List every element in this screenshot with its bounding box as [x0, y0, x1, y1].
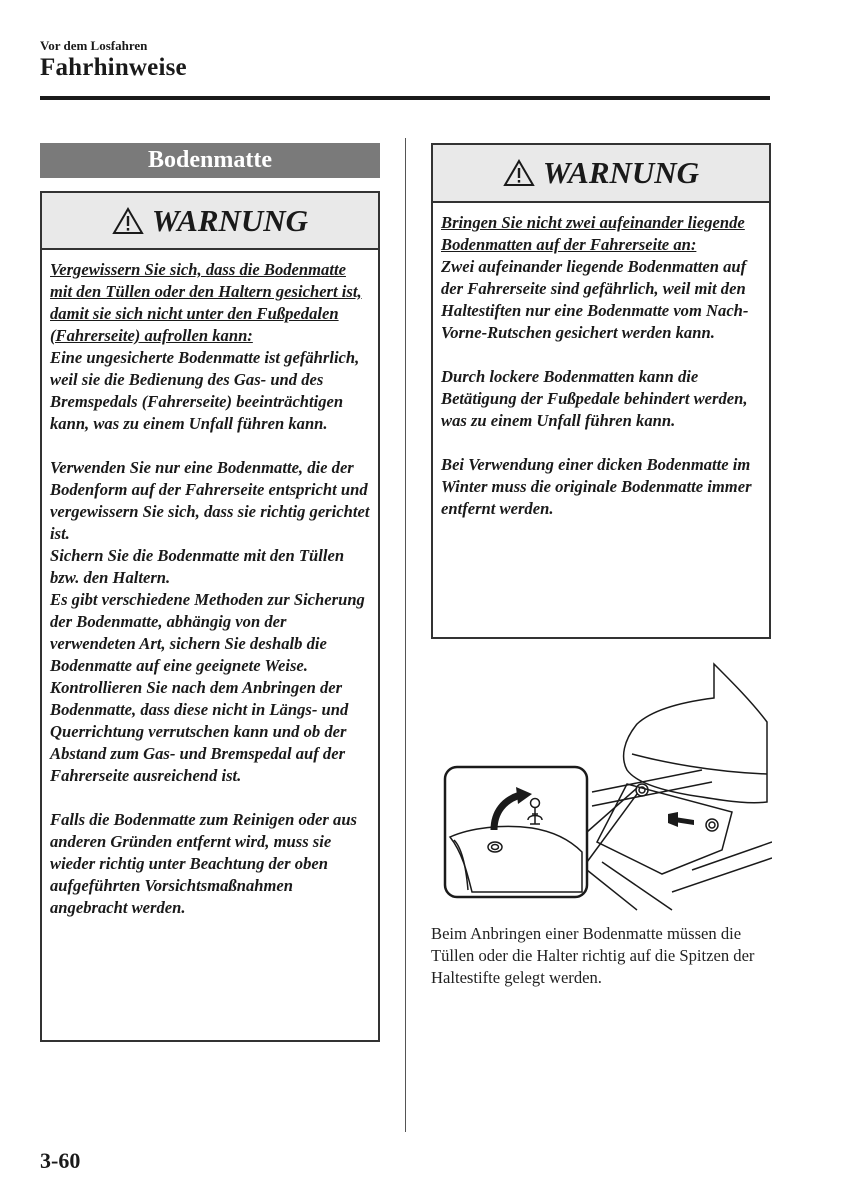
warning-text: Es gibt verschiedene Methoden zur Sicherung der Bodenmatte, abhängig von der verwendeten Art, sichern Sie deshalb die Bodenmatte auf eine geeignete Weise. — [50, 590, 365, 675]
warning-label: WARNUNG — [151, 202, 309, 238]
figure-caption: Beim Anbringen einer Bodenmatte müssen die Tüllen oder die Halter richtig auf die Spitzen der Haltestifte gelegt werden. — [431, 924, 755, 987]
warning-text: Sichern Sie die Bodenmatte mit den Tüllen bzw. den Haltern. — [50, 546, 345, 587]
title-rule — [40, 96, 770, 100]
warning-label: WARNUNG — [542, 155, 700, 190]
warning-paragraph — [50, 809, 370, 919]
warning-intro-text: Eine ungesicherte Bodenmatte ist gefährlich, weil sie die Bedienung des Gas- und des Bremspedals (Fahrerseite) beeinträchtigen kann, was zu einem Unfall führen kann. — [50, 348, 360, 433]
warning-paragraph — [441, 212, 761, 344]
section-heading-bodenmatte: Bodenmatte — [40, 143, 380, 178]
column-divider — [405, 138, 406, 1132]
floor-mat-illustration — [432, 662, 772, 912]
floor-mat-drawing — [432, 662, 772, 912]
warning-triangle-icon — [112, 207, 144, 235]
warning-header — [42, 193, 378, 250]
warning-body — [433, 203, 769, 528]
warning-paragraph — [441, 366, 761, 432]
warning-paragraph — [50, 457, 370, 787]
warning-text: Falls die Bodenmatte zum Reinigen oder aus anderen Gründen entfernt wird, muss sie wieder richtig unter Beachtung der oben aufgeführten Vorsichtsmaßnahmen angebracht werden. — [50, 810, 358, 917]
warning-paragraph — [50, 259, 370, 435]
warning-header — [433, 145, 769, 203]
page-title: Fahrhinweise — [40, 54, 187, 81]
warning-text: Bei Verwendung einer dicken Bodenmatte im Winter muss die originale Bodenmatte immer entfernt werden. — [441, 455, 752, 518]
warning-triangle-icon — [503, 159, 535, 187]
warning-intro-underlined: Bringen Sie nicht zwei aufeinander liegende Bodenmatten auf der Fahrerseite an: — [441, 213, 745, 254]
page-number: 3-60 — [40, 1148, 81, 1173]
warning-text: Durch lockere Bodenmatten kann die Betätigung der Fußpedale behindert werden, was zu einem Unfall führen kann. — [441, 367, 748, 430]
warning-paragraph — [441, 454, 761, 520]
warning-box-right — [431, 143, 771, 639]
warning-text: Kontrollieren Sie nach dem Anbringen der Bodenmatte, dass diese nicht in Längs- und Querrichtung verrutschen kann und ob der Abstand zum Gas- und Bremspedal auf der Fahrerseite ausreichend ist. — [50, 678, 349, 785]
warning-box-left — [40, 191, 380, 1042]
warning-intro-underlined: Vergewissern Sie sich, dass die Bodenmatte mit den Tüllen oder den Haltern gesichert ist, damit sie sich nicht unter den Fußpedalen (Fahrerseite) aufrollen kann: — [50, 260, 362, 345]
warning-text: Verwenden Sie nur eine Bodenmatte, die der Bodenform auf der Fahrerseite entspricht und vergewissern Sie sich, dass sie richtig gerichtet ist. — [50, 458, 370, 543]
section-label: Vor dem Losfahren — [40, 38, 148, 53]
warning-intro-text: Zwei aufeinander liegende Bodenmatten auf der Fahrerseite sind gefährlich, weil mit den Haltestiften nur eine Bodenmatte vom Nach-Vorne-Rutschen gesichert werden kann. — [441, 257, 749, 342]
warning-body — [42, 250, 378, 927]
